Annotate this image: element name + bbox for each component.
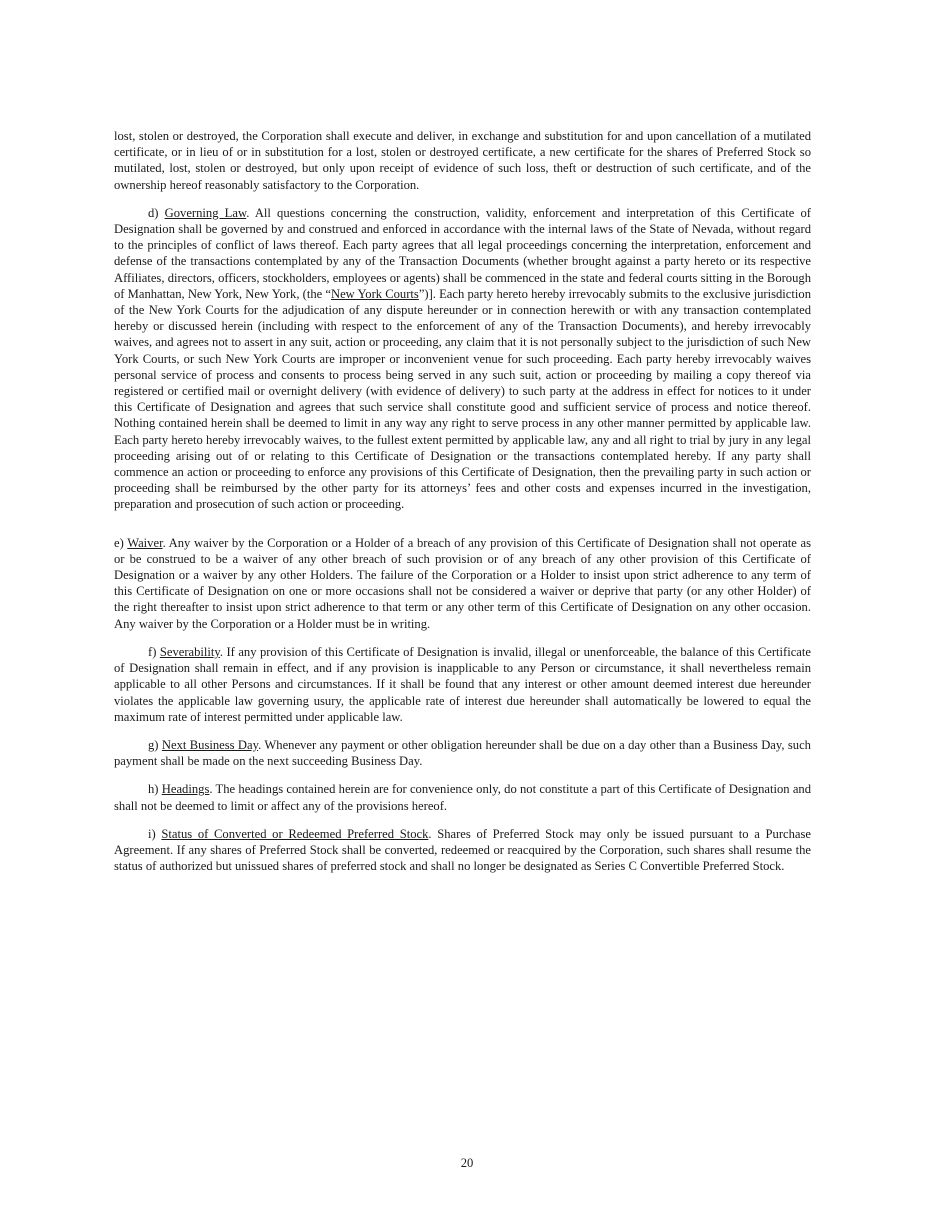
section-severability	[114, 644, 811, 725]
section-body: . Whenever any payment or other obligation hereunder shall be due on a day other than a Business Day, such payment shall be made on the next succeeding Business Day.	[114, 737, 811, 769]
section-heading: Severability	[159, 644, 220, 659]
section-heading: Governing Law	[164, 205, 247, 220]
section-body: . If any provision of this Certificate of Designation is invalid, illegal or unenforceable, the balance of this Certificate of Designation shall remain in effect, and if any provision is inapplicable to any Person or circumstance, it shall nevertheless remain applicable to all other Persons and circumstances. If it shall be found that any interest or other amount deemed interest due hereunder violates the applicable law governing usury, the applicable rate of interest due hereunder shall automatically be lowered to equal the maximum rate of interest permitted under applicable law.	[114, 644, 811, 724]
section-heading: Status of Converted or Redeemed Preferred Stock	[161, 826, 429, 841]
section-label: e)	[114, 535, 124, 550]
section-body: . Any waiver by the Corporation or a Holder of a breach of any provision of this Certificate of Designation shall not operate as or be construed to be a waiver of any other breach of such provision or of any breach of any other provision of this Certificate of Designation or a waiver by any other Holders. The failure of the Corporation or a Holder to insist upon strict adherence to any term of this Certificate of Designation on one or more occasions shall not be considered a waiver or deprive that party (or any other Holder) of the right thereafter to insist upon strict adherence to that term or any other term of this Certificate of Designation on any other occasion. Any waiver by the Corporation or a Holder must be in writing.	[114, 535, 812, 631]
section-heading: Next Business Day	[161, 737, 259, 752]
section-label: h)	[148, 782, 159, 797]
section-label: i)	[148, 826, 156, 841]
section-body: ”)]. Each party hereto hereby irrevocably submits to the exclusive jurisdiction of the New York Courts for the adjudication of any dispute hereunder or in connection herewith or with any transaction contemplated hereby or discussed herein (including with respect to the enforcement of any of the Transaction Documents), and hereby irrevocably waives, and agrees not to assert in any suit, action or proceeding, any claim that it is not personally subject to the jurisdiction of such New York Courts, or such New York Courts are improper or inconvenient venue for such proceeding. Each party hereby irrevocably waives personal service of process and consents to process being served in any such suit, action or proceeding by mailing a copy thereof via registered or certified mail or overnight delivery (with evidence of delivery) to such party at the address in effect for notices to it under this Certificate of Designation and agrees that such service shall constitute good and sufficient service of process and notice thereof. Nothing contained herein shall be deemed to limit in any way any right to serve process in any other manner permitted by applicable law. Each party hereto hereby irrevocably waives, to the fullest extent permitted by applicable law, any and all right to trial by jury in any legal proceeding arising out of or relating to this Certificate of Designation or the transactions contemplated hereby. If any party shall commence an action or proceeding to enforce any provisions of this Certificate of Designation, then the prevailing party in such action or proceeding shall be reimbursed by the other party for its attorneys’ fees and other costs and expenses incurred in the investigation, preparation and prosecution of such action or proceeding.	[114, 286, 811, 512]
section-label: d)	[148, 205, 159, 220]
section-waiver	[114, 535, 811, 632]
section-label: g)	[148, 737, 159, 752]
section-governing-law	[114, 205, 811, 513]
defined-term: New York Courts	[330, 286, 419, 301]
document-page	[114, 128, 811, 886]
page-number: 20	[460, 1156, 474, 1170]
section-heading: Headings	[161, 782, 210, 797]
section-body: . Shares of Preferred Stock may only be issued pursuant to a Purchase Agreement. If any shares of Preferred Stock shall be converted, redeemed or reacquired by the Corporation, such shares shall resume the status of authorized but unissued shares of preferred stock and shall no longer be designated as Series C Convertible Preferred Stock.	[114, 826, 811, 874]
continuation-paragraph: lost, stolen or destroyed, the Corporation shall execute and deliver, in exchange and substitution for and upon cancellation of a mutilated certificate, or in lieu of or in substitution for a lost, stolen or destroyed certificate, a new certificate for the shares of Preferred Stock so mutilated, lost, stolen or destroyed, but only upon receipt of evidence of such loss, theft or destruction of such certificate, and of the ownership hereof reasonably satisfactory to the Corporation.	[114, 129, 811, 192]
section-body: . The headings contained herein are for convenience only, do not constitute a part of this Certificate of Designation and shall not be deemed to limit or affect any of the provisions hereof.	[114, 782, 812, 813]
section-heading: Waiver	[127, 535, 163, 550]
section-label: f)	[148, 644, 157, 659]
section-headings	[114, 781, 811, 813]
section-status-of-converted-stock	[114, 826, 811, 875]
section-next-business-day	[114, 737, 811, 769]
section-body: . All questions concerning the construction, validity, enforcement and interpretation of this Certificate of Designation shall be governed by and construed and enforced in accordance with the internal laws of the State of Nevada, without regard to the principles of conflict of laws thereof. Each party agrees that all legal proceedings concerning the interpretation, enforcement and defense of the transactions contemplated by any of the Transaction Documents (whether brought against a party hereto or its respective Affiliates, directors, officers, stockholders, employees or agents) shall be commenced in the state and federal courts sitting in the Borough of Manhattan, New York, New York, (the “	[114, 205, 811, 301]
